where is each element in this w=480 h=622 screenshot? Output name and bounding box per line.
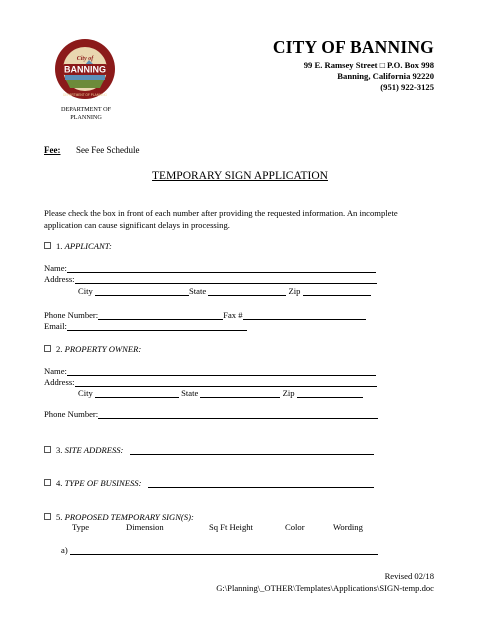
applicant-checkbox[interactable] (44, 242, 51, 249)
applicant-section-header (44, 241, 112, 251)
owner-zip-label: Zip (282, 388, 295, 398)
owner-checkbox[interactable] (44, 345, 51, 352)
applicant-name-row (44, 263, 376, 273)
department-line-2: PLANNING (70, 114, 102, 121)
signs-column-type: Type (72, 522, 90, 532)
applicant-zip-field[interactable] (303, 286, 371, 296)
fee-label: Fee: (44, 145, 61, 155)
site-address-number: 3. (56, 445, 63, 455)
city-state-zip: Banning, California 92220 (337, 71, 434, 81)
owner-zip-field[interactable] (297, 388, 363, 398)
business-type-field[interactable] (148, 478, 374, 488)
applicant-phone-label: Phone Number: (44, 310, 99, 320)
signs-column-wording: Wording (333, 522, 363, 532)
owner-phone-field[interactable] (98, 409, 378, 419)
owner-section-header (44, 344, 141, 354)
owner-phone-label: Phone Number: (44, 409, 99, 419)
owner-label: PROPERTY OWNER: (64, 344, 142, 354)
file-path: G:\Planning\_OTHER\Templates\Applications\SIGN-temp.doc (216, 583, 434, 593)
form-title (0, 170, 480, 182)
applicant-email-label: Email: (44, 321, 67, 331)
street-address: 99 E. Ramsey Street □ P.O. Box 998 (303, 60, 434, 70)
signs-checkbox[interactable] (44, 513, 51, 520)
form-title-text: TEMPORARY SIGN APPLICATION (152, 170, 328, 182)
applicant-fax-label: Fax # (223, 310, 243, 320)
owner-city-field[interactable] (95, 388, 179, 398)
business-type-label: TYPE OF BUSINESS: (64, 478, 142, 488)
owner-number: 2. (56, 344, 63, 354)
owner-state-label: State (181, 388, 199, 398)
seal-ground (66, 80, 104, 88)
signs-column-color: Color (285, 522, 305, 532)
city-title: CITY OF BANNING (272, 37, 434, 57)
sign-row-a-label: a) (61, 545, 68, 555)
applicant-state-field[interactable] (208, 286, 286, 296)
site-address-field[interactable] (130, 445, 374, 455)
applicant-number: 1. (56, 241, 63, 251)
signs-column-sqft-height: Sq Ft Height (209, 522, 253, 532)
seal-name-text: BANNING (64, 64, 106, 75)
signs-label: PROPOSED TEMPORARY SIGN(S): (64, 512, 194, 522)
applicant-name-field[interactable] (67, 263, 376, 273)
signs-column-dimension: Dimension (126, 522, 164, 532)
sign-row-a-field[interactable] (70, 545, 378, 555)
applicant-city-label: City (78, 286, 93, 296)
business-type-checkbox[interactable] (44, 479, 51, 486)
applicant-address-row (44, 274, 377, 284)
owner-name-label: Name: (44, 366, 67, 376)
business-type-row (44, 478, 374, 488)
site-address-row (44, 445, 374, 455)
owner-name-row (44, 366, 376, 376)
applicant-city-field[interactable] (95, 286, 189, 296)
seal-ring-text: DEPARTMENT OF PLANNING (62, 93, 108, 97)
owner-city-row (78, 388, 363, 398)
department-line-1: DEPARTMENT OF (61, 106, 111, 113)
applicant-city-row (78, 286, 371, 296)
applicant-name-label: Name: (44, 263, 67, 273)
applicant-address-field[interactable] (75, 274, 377, 284)
revision-date: Revised 02/18 (384, 571, 434, 581)
owner-address-row (44, 377, 377, 387)
owner-address-label: Address: (44, 377, 75, 387)
instructions-text: Please check the box in front of each number after providing the requested information. An incomplete application can cause significant delays in processing. (44, 208, 398, 230)
fee-value: See Fee Schedule (76, 145, 140, 155)
applicant-email-field[interactable] (67, 321, 247, 331)
site-address-label: SITE ADDRESS: (64, 445, 124, 455)
applicant-email-row (44, 321, 247, 331)
city-seal-logo (54, 38, 116, 100)
owner-city-label: City (78, 388, 93, 398)
applicant-address-label: Address: (44, 274, 75, 284)
sign-row-a (61, 545, 378, 555)
applicant-label: APPLICANT: (64, 241, 112, 251)
applicant-phone-field[interactable] (98, 310, 223, 320)
business-type-number: 4. (56, 478, 63, 488)
owner-name-field[interactable] (67, 366, 376, 376)
applicant-phone-row (44, 310, 366, 320)
owner-phone-row (44, 409, 378, 419)
owner-state-field[interactable] (200, 388, 280, 398)
owner-address-field[interactable] (75, 377, 377, 387)
phone-number: (951) 922-3125 (380, 82, 434, 92)
site-address-checkbox[interactable] (44, 446, 51, 453)
signs-number: 5. (56, 512, 63, 522)
seal-top-text: City of (76, 56, 94, 62)
applicant-fax-field[interactable] (243, 310, 366, 320)
signs-section-header (44, 512, 194, 522)
applicant-state-label: State (188, 286, 207, 296)
department-label (40, 106, 132, 122)
applicant-zip-label: Zip (288, 286, 301, 296)
